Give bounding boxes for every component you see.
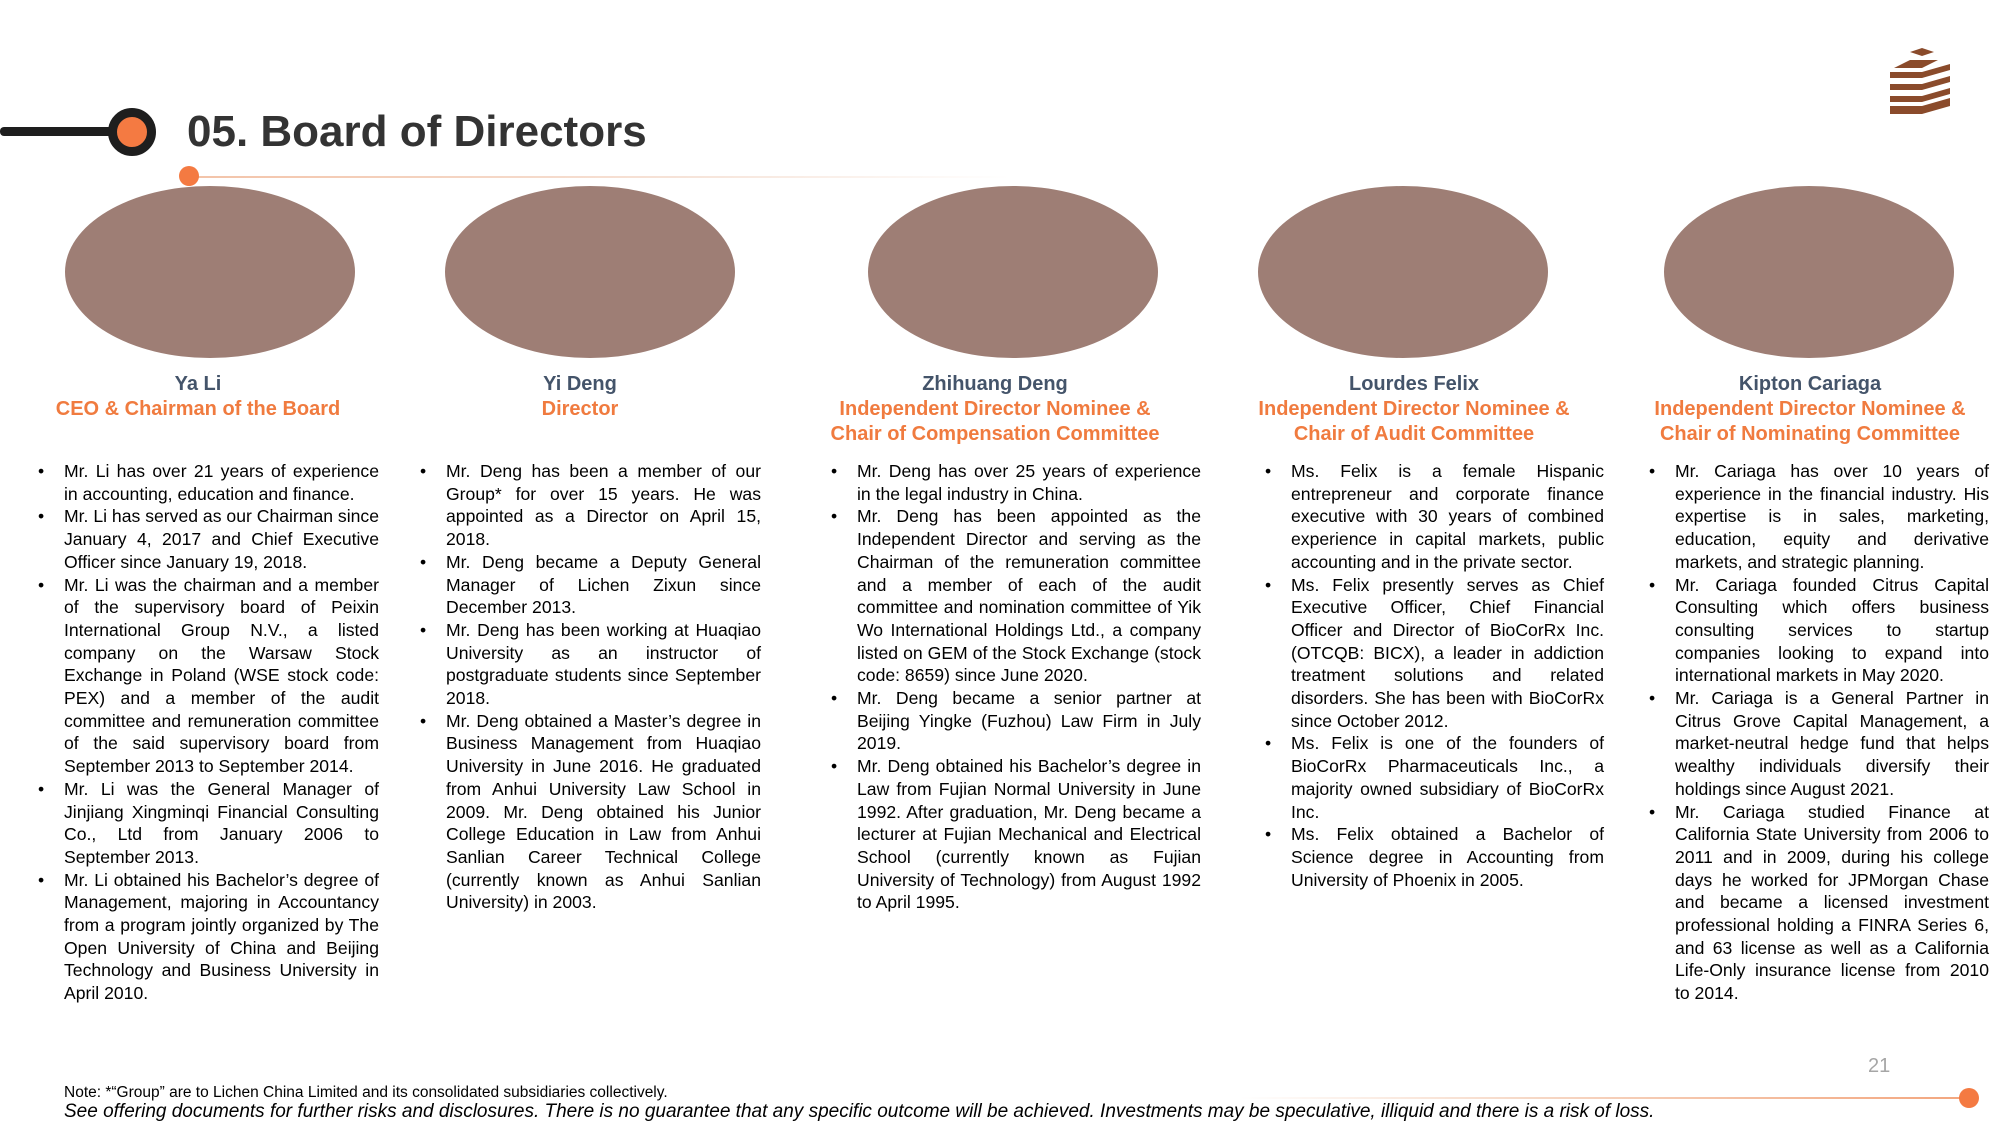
director-photo-zhihuang-deng [868,186,1158,358]
bio-item: • Ms. Felix presently serves as Chief Executive Officer, Chief Financial Officer and Director of BioCorRx Inc. (OTCQB: BICX), a leader in addiction treatment solutions and related disorders. She has been with BioCorRx since October 2012. [1263,574,1604,733]
page-title: 05. Board of Directors [187,107,647,156]
director-bio-list [1647,460,1989,1005]
header-accent-dot [108,108,156,156]
director-header [1224,372,1604,447]
director-photo-yi-deng [445,186,735,358]
footnote: Note: *“Group” are to Lichen China Limited and its consolidated subsidiaries collectively. [64,1084,668,1101]
title-underline-dot [179,166,199,186]
director-bio-list [829,460,1201,914]
bio-item: • Mr. Deng obtained a Master’s degree in Business Management from Huaqiao University in June 2016. He graduated from Anhui University Law School in 2009. Mr. Deng obtained his Junior College Education in Law from Anhui Sanlian Career Technical College (currently known as Anhui Sanlian University) in 2003. [418,710,761,914]
director-photo-kipton-cariaga [1664,186,1954,358]
director-photo-ya-li [65,186,355,358]
director-role: Independent Director Nominee & Chair of Compensation Committee [830,398,1160,445]
director-role: Independent Director Nominee & Chair of Nominating Committee [1654,398,1966,445]
bio-item: • Mr. Li has over 21 years of experience in accounting, education and finance. [36,460,379,505]
bio-item: • Ms. Felix is one of the founders of BioCorRx Pharmaceuticals Inc., a majority owned subsidiary of BioCorRx Inc. [1263,732,1604,823]
bio-item: • Mr. Li was the chairman and a member of the supervisory board of Peixin International Group N.V., a listed company on the Warsaw Stock Exchange in Poland (WSE stock code: PEX) and a member of the audit committee and remuneration committee of the said supervisory board from September 2013 to September 2014. [36,574,379,778]
bio-item: • Mr. Deng has been a member of our Group* for over 15 years. He was appointed as a Director on April 15, 2018. [418,460,761,551]
director-bio-list [418,460,761,914]
director-header [1620,372,2000,447]
disclaimer: See offering documents for further risks and disclosures. There is no guarantee that any specific outcome will be achieved. Investments may be speculative, illiquid and there is a risk of loss. [64,1101,1655,1122]
bio-item: • Mr. Cariaga has over 10 years of experience in the financial industry. His expertise is in sales, marketing, education, equity and derivative markets, and strategic planning. [1647,460,1989,574]
director-name: Yi Deng [543,373,617,395]
director-name: Lourdes Felix [1348,373,1480,395]
title-underline [190,176,1010,178]
bio-item: • Mr. Deng has over 25 years of experience in the legal industry in China. [829,460,1201,505]
bio-item: • Mr. Cariaga founded Citrus Capital Consulting which offers business consulting services to startup companies looking to expand into international markets in May 2020. [1647,574,1989,688]
bio-item: • Mr. Deng obtained his Bachelor’s degree in Law from Fujian Normal University in June 1992. After graduation, Mr. Deng became a lecturer at Fujian Mechanical and Electrical School (currently known as Fujian University of Technology) from August 1992 to April 1995. [829,755,1201,914]
footer-accent-dot [1959,1088,1979,1108]
bio-item: • Mr. Deng has been working at Huaqiao University as an instructor of postgraduate students since September 2018. [418,619,761,710]
director-role: Independent Director Nominee & Chair of Audit Committee [1258,398,1570,445]
bio-item: • Mr. Cariaga is a General Partner in Citrus Grove Capital Management, a market-neutral hedge fund that helps wealthy individuals diversify their holdings since August 2021. [1647,687,1989,801]
director-role: CEO & Chairman of the Board [55,398,341,420]
director-name: Zhihuang Deng [922,373,1068,395]
director-role: Director [541,398,619,420]
director-bio-list [36,460,379,1005]
bio-item: • Mr. Li has served as our Chairman since January 4, 2017 and Chief Executive Officer since January 19, 2018. [36,505,379,573]
bio-item: • Mr. Li obtained his Bachelor’s degree of Management, majoring in Accountancy from a program jointly organized by The Open University of China and Beijing Technology and Business University in April 2010. [36,869,379,1005]
bio-item: • Mr. Deng became a Deputy General Manager of Lichen Zixun since December 2013. [418,551,761,619]
bio-item: • Mr. Deng has been appointed as the Independent Director and serving as the Chairman of the remuneration committee and a member of each of the audit committee and nomination committee of Yik Wo International Holdings Ltd., a company listed on GEM of the Stock Exchange (stock code: 8659) since June 2020. [829,505,1201,687]
director-header [8,372,388,422]
bio-item: • Ms. Felix obtained a Bachelor of Science degree in Accounting from University of Phoenix in 2005. [1263,823,1604,891]
director-photo-lourdes-felix [1258,186,1548,358]
director-header [805,372,1185,447]
bio-item: • Mr. Cariaga studied Finance at California State University from 2006 to 2011 and in 2009, during his college days he worked for JPMorgan Chase and became a licensed investment professional holding a FINRA Series 6, and 63 license as well as a California Life-Only insurance license from 2010 to 2014. [1647,801,1989,1005]
header-accent-bar [0,127,115,136]
director-name: Ya Li [174,373,222,395]
bio-item: • Mr. Li was the General Manager of Jinjiang Xingminqi Financial Consulting Co., Ltd from January 2006 to September 2013. [36,778,379,869]
bio-item: • Ms. Felix is a female Hispanic entrepreneur and corporate finance executive with 30 years of combined experience in capital markets, public accounting and in the private sector. [1263,460,1604,574]
director-name: Kipton Cariaga [1738,373,1882,395]
bio-item: • Mr. Deng became a senior partner at Beijing Yingke (Fuzhou) Law Firm in July 2019. [829,687,1201,755]
stacked-books-logo-icon [1886,48,1958,116]
director-bio-list [1263,460,1604,891]
director-header [390,372,770,422]
footer-accent-line [1240,1097,1965,1099]
page-number: 21 [1868,1055,1891,1077]
